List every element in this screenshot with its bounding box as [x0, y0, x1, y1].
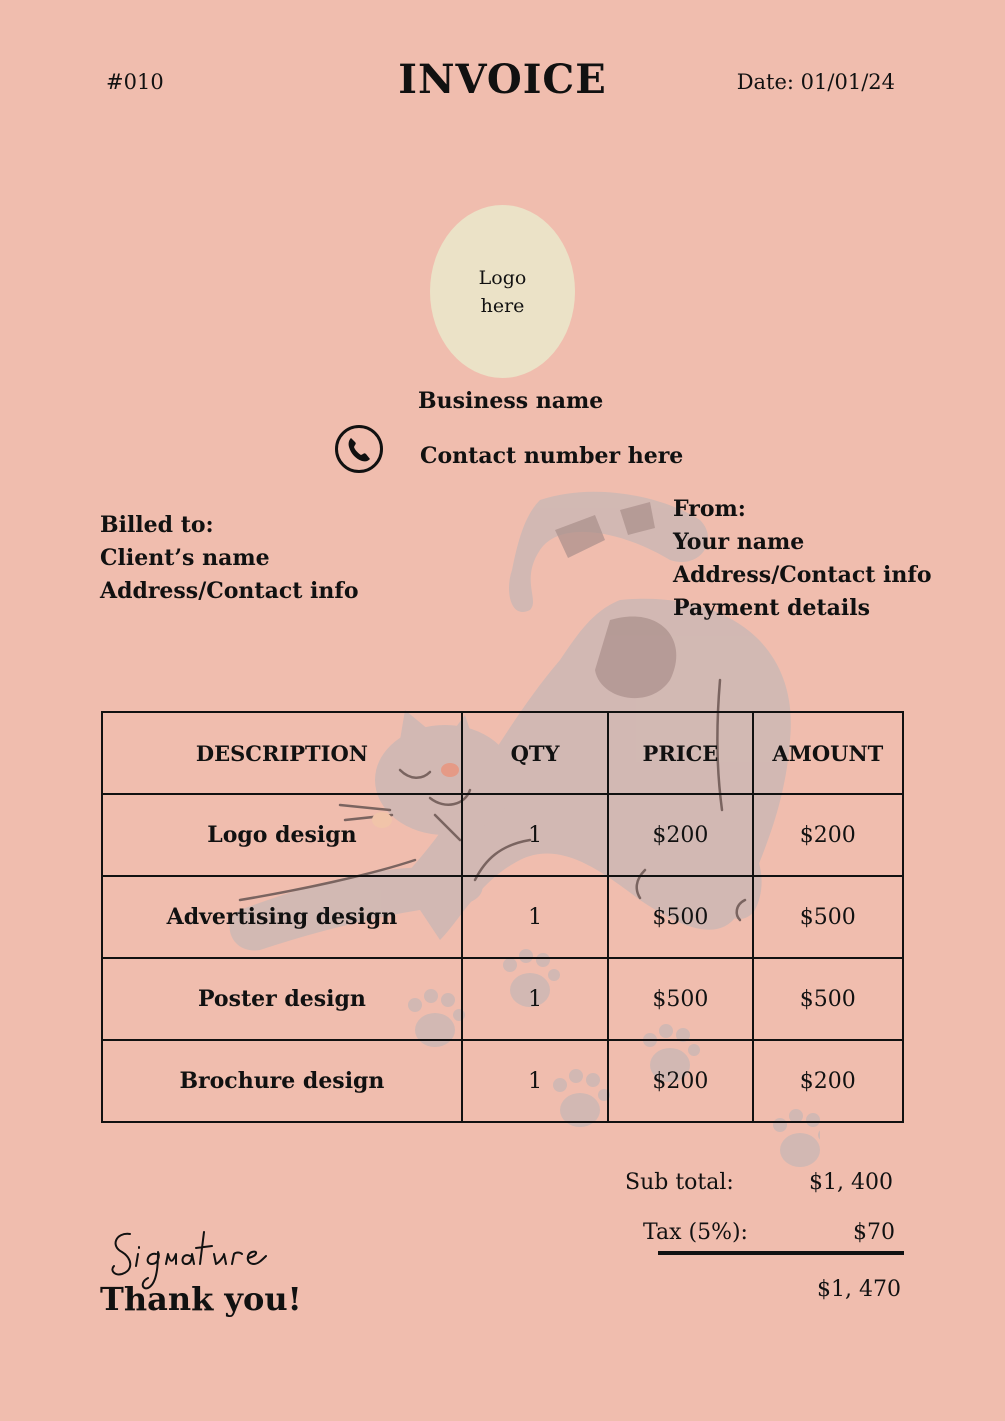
cell-amount: $200	[753, 1040, 903, 1122]
column-header-amount: AMOUNT	[753, 712, 903, 794]
cell-qty: 1	[462, 1040, 608, 1122]
payment-details: Payment details	[673, 595, 870, 621]
phone-icon	[334, 424, 384, 474]
contact-number: Contact number here	[420, 443, 684, 469]
cell-price: $500	[608, 876, 752, 958]
cell-qty: 1	[462, 958, 608, 1040]
grand-total-value: $1, 470	[817, 1277, 901, 1302]
table-row	[102, 794, 903, 876]
cell-qty: 1	[462, 794, 608, 876]
billed-to-block	[100, 509, 359, 608]
subtotal-value: $1, 400	[809, 1170, 893, 1195]
table-header-row	[102, 712, 903, 794]
sender-name: Your name	[673, 529, 805, 555]
table-row	[102, 958, 903, 1040]
column-header-description: DESCRIPTION	[102, 712, 462, 794]
cell-amount: $500	[753, 876, 903, 958]
cell-description: Poster design	[102, 958, 462, 1040]
cell-price: $200	[608, 1040, 752, 1122]
tax-label: Tax (5%):	[643, 1220, 748, 1245]
cell-qty: 1	[462, 876, 608, 958]
billed-to-heading: Billed to:	[100, 512, 214, 538]
from-block	[673, 493, 932, 625]
logo-text-line2: here	[480, 294, 525, 317]
client-address: Address/Contact info	[100, 578, 359, 604]
items-table	[101, 711, 904, 1123]
cell-description: Advertising design	[102, 876, 462, 958]
column-header-qty: QTY	[462, 712, 608, 794]
cell-amount: $200	[753, 794, 903, 876]
logo-text-line1: Logo	[478, 266, 527, 289]
business-name: Business name	[418, 388, 604, 414]
tax-value: $70	[853, 1220, 895, 1245]
sender-address: Address/Contact info	[673, 562, 932, 588]
invoice-date: Date: 01/01/24	[736, 70, 895, 94]
cell-description: Logo design	[102, 794, 462, 876]
from-heading: From:	[673, 496, 746, 522]
logo-placeholder	[430, 205, 575, 378]
total-divider	[658, 1251, 904, 1255]
invoice-number: #010	[106, 70, 164, 94]
subtotal-label: Sub total:	[625, 1170, 734, 1195]
cell-price: $500	[608, 958, 752, 1040]
page-title: INVOICE	[398, 56, 607, 103]
thank-you-text: Thank you!	[100, 1280, 302, 1318]
cell-amount: $500	[753, 958, 903, 1040]
client-name: Client’s name	[100, 545, 270, 571]
table-row	[102, 1040, 903, 1122]
column-header-price: PRICE	[608, 712, 752, 794]
cell-description: Brochure design	[102, 1040, 462, 1122]
table-row	[102, 876, 903, 958]
cell-price: $200	[608, 794, 752, 876]
